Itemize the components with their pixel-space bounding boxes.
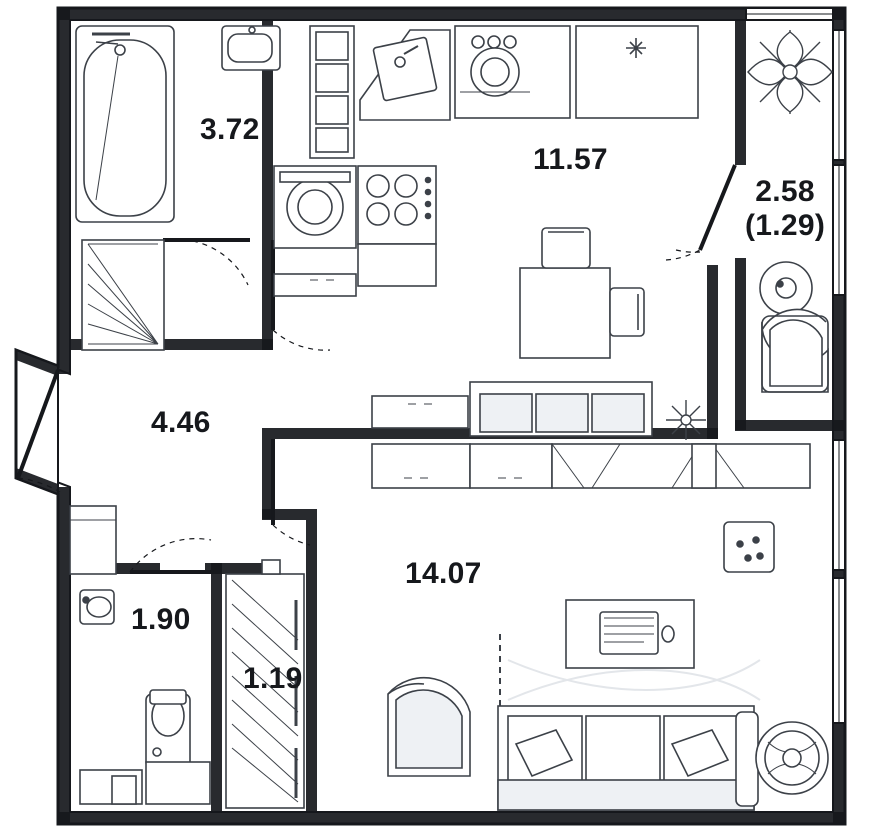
- plant-balcony: [748, 30, 832, 114]
- area-label-balcony-main: 2.58: [755, 175, 815, 208]
- door-kitchen-swing: [273, 330, 330, 350]
- wall-kitchen-right: [707, 265, 718, 439]
- bathtub-inner: [84, 40, 166, 216]
- area-label-kitchen: 11.57: [533, 143, 608, 176]
- door-living-swing: [273, 525, 310, 545]
- kitchen-fridge: [576, 26, 698, 118]
- bathtub-drain: [115, 45, 125, 55]
- dining-chair-top: [542, 228, 590, 268]
- wall-wardrobe-right: [306, 520, 317, 812]
- kitchen-lower-cabinet: [358, 244, 436, 286]
- door-balcony-leaf: [700, 165, 735, 250]
- wall-wc-right: [211, 563, 222, 812]
- sofa-base: [498, 780, 754, 810]
- wall-left-lower: [58, 487, 70, 824]
- toilet-cistern: [150, 690, 186, 704]
- area-label-bathroom: 3.72: [200, 113, 260, 146]
- tv-cabinet-1: [372, 444, 470, 488]
- wall-balcony-left-upper: [735, 20, 746, 165]
- desk-mouse: [662, 626, 674, 642]
- wall-balcony-left-lower: [735, 258, 746, 430]
- washbasin-bowl: [228, 34, 272, 62]
- wc-cabinet: [146, 762, 210, 804]
- dining-table: [520, 268, 610, 358]
- living-shelf: [552, 444, 810, 488]
- wall-top: [58, 8, 845, 20]
- wall-picture: [724, 522, 774, 572]
- plant-kitchen: [666, 400, 706, 440]
- kitchen-side-cabinet: [372, 396, 468, 428]
- kitchen-counter-run: [274, 274, 356, 296]
- kitchen-sink-bowl: [373, 37, 437, 101]
- hall-coat-rack: [70, 506, 116, 574]
- area-label-hall: 4.46: [151, 406, 211, 439]
- area-label-wc: 1.90: [131, 603, 191, 636]
- wall-left-upper: [58, 8, 70, 374]
- dining-chair-right: [610, 288, 644, 336]
- tv-cabinet-2: [470, 444, 552, 488]
- area-label-living-room: 14.07: [405, 557, 482, 590]
- area-label-balcony: [745, 175, 825, 243]
- wall-balcony-bottom: [735, 420, 845, 431]
- sofa-armrest: [736, 712, 758, 806]
- wall-bottom: [58, 812, 845, 824]
- area-label-wardrobe: 1.19: [243, 662, 303, 695]
- door-bathroom-swing: [163, 239, 248, 285]
- area-label-balcony-secondary: (1.29): [745, 209, 826, 242]
- door-balcony-swing-2: [666, 250, 700, 260]
